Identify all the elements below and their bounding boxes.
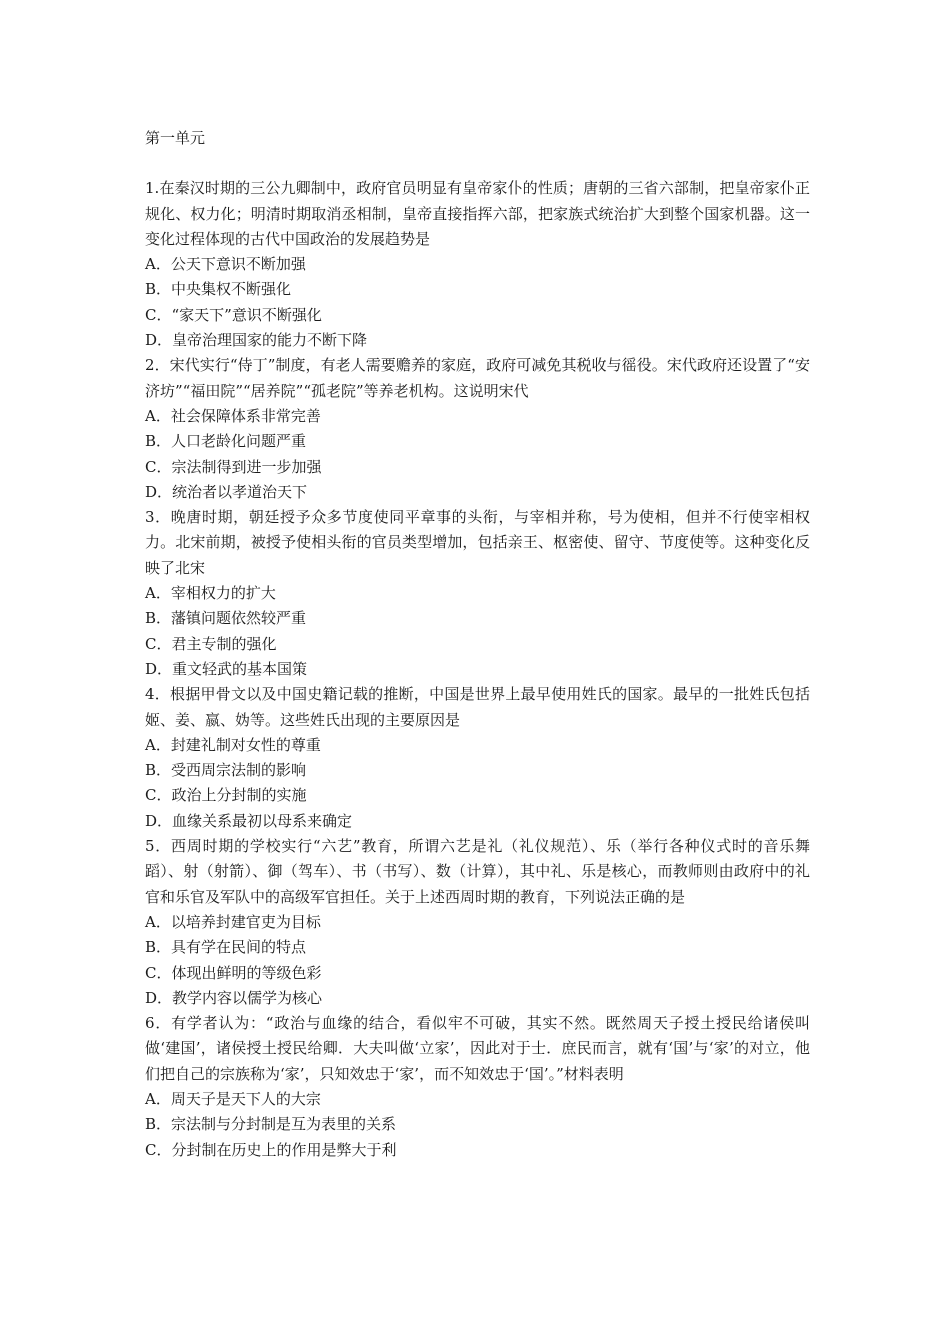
option-a: A．以培养封建官吏为目标 [145, 912, 321, 931]
option-d: D．统治者以孝道治天下 [145, 482, 308, 501]
question-stem: 1.在秦汉时期的三公九卿制中，政府官员明显有皇帝家仆的性质；唐朝的三省六部制，把皇帝家仆正规化、权力化；明清时期取消丞相制，皇帝直接指挥六部，把家族式统治扩大到整个国家机器。这一变化过程体现的古代中国政治的发展趋势是 [145, 179, 810, 248]
option-c: C．“家天下”意识不断强化 [145, 305, 322, 324]
unit-title: 第一单元 [145, 129, 206, 147]
question-stem: 3．晚唐时期，朝廷授予众多节度使同平章事的头衔，与宰相并称，号为使相，但并不行使宰相权力。北宋前期，被授予使相头衔的官员类型增加，包括亲王、枢密使、留守、节度使等。这种变化反映了北宋 [145, 508, 810, 577]
option-c: C．政治上分封制的实施 [145, 786, 307, 805]
option-d: D．血缘关系最初以母系来确定 [145, 811, 353, 830]
question-stem: 6．有学者认为：“政治与血缘的结合，看似牢不可破，其实不然。既然周天子授土授民给诸侯叫做‘建国’，诸侯授土授民给卿．大夫叫做‘立家’，因此对于士．庶民而言，就有‘国’与‘家’的对立，他们把自己的宗族称为‘家’，只知效忠于‘家’，而不知效忠于‘国’。”材料表明 [145, 1014, 810, 1083]
option-a: A．封建礼制对女性的尊重 [145, 735, 321, 754]
option-d: D．教学内容以儒学为核心 [145, 988, 323, 1007]
option-a: A．宰相权力的扩大 [145, 584, 276, 603]
option-c: C．君主专制的强化 [145, 634, 277, 653]
option-b: B．藩镇问题依然较严重 [145, 609, 307, 628]
option-d: D．重文轻武的基本国策 [145, 659, 308, 678]
question-1 [145, 176, 810, 353]
question-stem: 2．宋代实行“侍丁”制度，有老人需要赡养的家庭，政府可减免其税收与徭役。宋代政府还设置了“安济坊”“福田院”“居养院”“孤老院”等养老机构。这说明宋代 [145, 356, 810, 400]
question-stem: 4．根据甲骨文以及中国史籍记载的推断，中国是世界上最早使用姓氏的国家。最早的一批姓氏包括姬、姜、嬴、妫等。这些姓氏出现的主要原因是 [145, 685, 810, 729]
option-c: C．宗法制得到进一步加强 [145, 457, 322, 476]
option-b: B．宗法制与分封制是互为表里的关系 [145, 1115, 397, 1134]
question-6 [145, 1011, 810, 1163]
question-3 [145, 505, 810, 682]
document-page [145, 126, 810, 1163]
option-a: A．公天下意识不断加强 [145, 255, 306, 274]
option-c: C．体现出鲜明的等级色彩 [145, 963, 322, 982]
option-c: C．分封制在历史上的作用是弊大于利 [145, 1140, 397, 1159]
option-d: D．皇帝治理国家的能力不断下降 [145, 331, 368, 350]
option-b: B．受西周宗法制的影响 [145, 761, 307, 780]
option-b: B．中央集权不断强化 [145, 280, 292, 299]
question-2 [145, 353, 810, 505]
question-stem: 5．西周时期的学校实行“六艺”教育，所谓六艺是礼（礼仪规范）、乐（举行各种仪式时的音乐舞蹈）、射（射箭）、御（驾车）、书（书写）、数（计算），其中礼、乐是核心，而教师则由政府中的礼官和乐官及军队中的高级军官担任。关于上述西周时期的教育，下列说法正确的是 [145, 837, 810, 906]
option-a: A．周天子是天下人的大宗 [145, 1089, 321, 1108]
question-5 [145, 834, 810, 1011]
option-b: B．具有学在民间的特点 [145, 938, 307, 957]
option-a: A．社会保障体系非常完善 [145, 406, 321, 425]
question-4 [145, 682, 810, 834]
option-b: B．人口老龄化问题严重 [145, 432, 307, 451]
